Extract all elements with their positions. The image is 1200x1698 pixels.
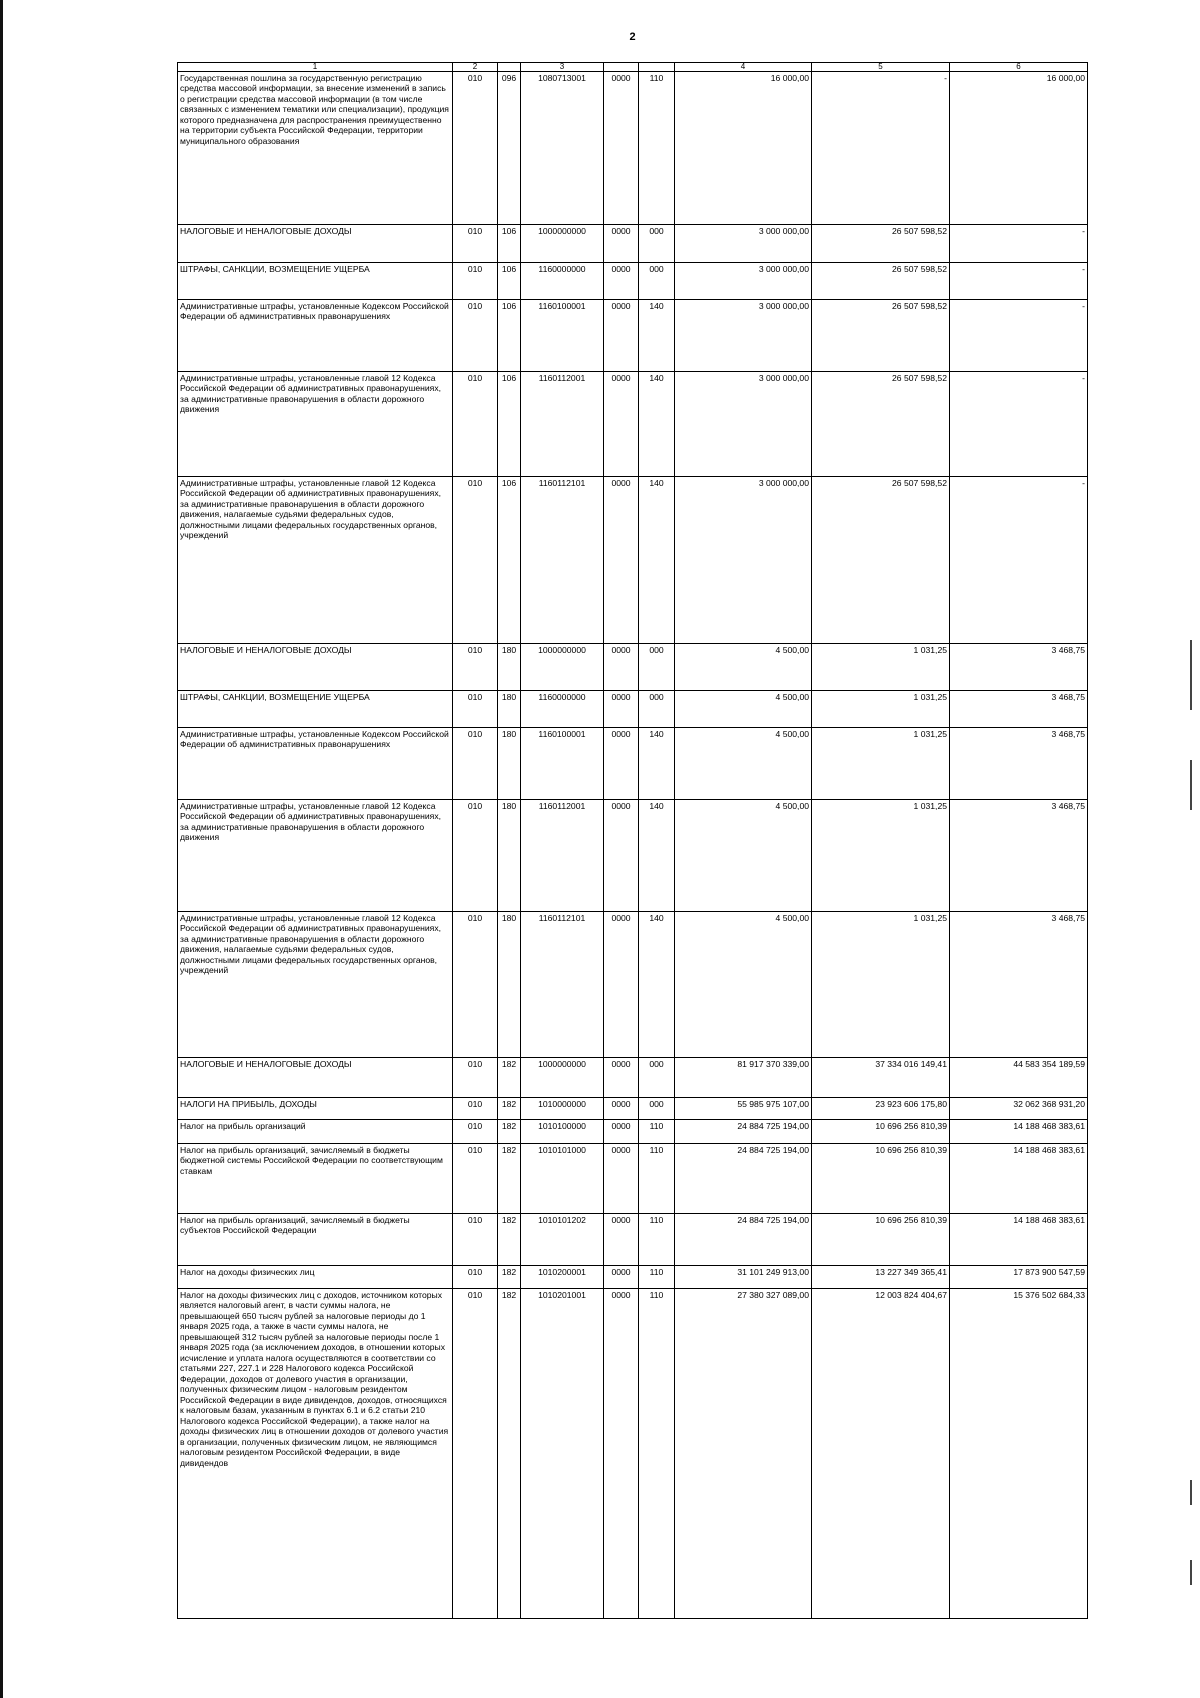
code-kbk: 1160100001 — [521, 728, 604, 800]
code-kosgu: 000 — [639, 1058, 675, 1098]
code-admin: 010 — [453, 1289, 498, 1619]
code-kosgu: 000 — [639, 1098, 675, 1120]
column-number — [604, 63, 639, 72]
code-admin: 010 — [453, 477, 498, 644]
code-kbk: 1160000000 — [521, 263, 604, 300]
row-name: Административные штрафы, установленные главой 12 Кодекса Российской Федерации об административных правонарушениях, за административные правонарушения в области дорожного движения, налагаемые судьями федеральных судов, должностными лицами федеральных государственных органов, учреждений — [178, 912, 453, 1058]
table-row — [178, 263, 1088, 300]
code-kosgu: 140 — [639, 912, 675, 1058]
code-chapter: 182 — [498, 1289, 521, 1619]
column-number — [498, 63, 521, 72]
value-col6: 3 468,75 — [950, 644, 1088, 691]
code-kbk: 1080713001 — [521, 72, 604, 225]
value-col6: - — [950, 372, 1088, 477]
scan-margin-mark — [1190, 760, 1192, 810]
table-row — [178, 1289, 1088, 1619]
code-kosgu: 000 — [639, 691, 675, 728]
code-program: 0000 — [604, 1214, 639, 1266]
value-col6: 3 468,75 — [950, 691, 1088, 728]
row-name: НАЛОГОВЫЕ И НЕНАЛОГОВЫЕ ДОХОДЫ — [178, 225, 453, 263]
value-col6: 14 188 468 383,61 — [950, 1144, 1088, 1214]
value-col5: 23 923 606 175,80 — [812, 1098, 950, 1120]
value-col5: 10 696 256 810,39 — [812, 1214, 950, 1266]
value-col6: - — [950, 300, 1088, 372]
code-chapter: 180 — [498, 912, 521, 1058]
code-admin: 010 — [453, 644, 498, 691]
code-kbk: 1160000000 — [521, 691, 604, 728]
code-admin: 010 — [453, 72, 498, 225]
value-col5: 37 334 016 149,41 — [812, 1058, 950, 1098]
value-col6: 44 583 354 189,59 — [950, 1058, 1088, 1098]
table-row — [178, 372, 1088, 477]
code-chapter: 106 — [498, 372, 521, 477]
code-chapter: 180 — [498, 644, 521, 691]
row-name: Административные штрафы, установленные главой 12 Кодекса Российской Федерации об административных правонарушениях, за административные правонарушения в области дорожного движения — [178, 800, 453, 912]
code-program: 0000 — [604, 1289, 639, 1619]
code-kosgu: 110 — [639, 1289, 675, 1619]
value-col4: 31 101 249 913,00 — [675, 1266, 812, 1289]
code-kosgu: 140 — [639, 477, 675, 644]
code-kosgu: 110 — [639, 1144, 675, 1214]
value-col5: 26 507 598,52 — [812, 225, 950, 263]
column-number: 1 — [178, 63, 453, 72]
code-kbk: 1160112101 — [521, 912, 604, 1058]
value-col5: 1 031,25 — [812, 644, 950, 691]
code-kbk: 1010100000 — [521, 1120, 604, 1144]
value-col4: 4 500,00 — [675, 728, 812, 800]
code-program: 0000 — [604, 1144, 639, 1214]
code-program: 0000 — [604, 728, 639, 800]
value-col5: 1 031,25 — [812, 800, 950, 912]
value-col4: 24 884 725 194,00 — [675, 1144, 812, 1214]
row-name: НАЛОГИ НА ПРИБЫЛЬ, ДОХОДЫ — [178, 1098, 453, 1120]
table-row — [178, 1266, 1088, 1289]
code-program: 0000 — [604, 263, 639, 300]
code-kbk: 1000000000 — [521, 644, 604, 691]
scan-margin-mark — [1190, 1560, 1192, 1585]
row-name: Налог на доходы физических лиц — [178, 1266, 453, 1289]
table-row — [178, 912, 1088, 1058]
column-number: 6 — [950, 63, 1088, 72]
value-col5: 26 507 598,52 — [812, 372, 950, 477]
row-name: Административные штрафы, установленные Кодексом Российской Федерации об административных правонарушениях — [178, 300, 453, 372]
code-chapter: 180 — [498, 728, 521, 800]
column-number: 4 — [675, 63, 812, 72]
row-name: Налог на прибыль организаций — [178, 1120, 453, 1144]
value-col5: 1 031,25 — [812, 728, 950, 800]
table-row — [178, 1058, 1088, 1098]
code-admin: 010 — [453, 1120, 498, 1144]
code-kosgu: 110 — [639, 1266, 675, 1289]
value-col5: - — [812, 72, 950, 225]
code-kosgu: 110 — [639, 1214, 675, 1266]
value-col4: 3 000 000,00 — [675, 225, 812, 263]
value-col6: 16 000,00 — [950, 72, 1088, 225]
code-kosgu: 110 — [639, 72, 675, 225]
value-col6: 14 188 468 383,61 — [950, 1214, 1088, 1266]
code-chapter: 182 — [498, 1144, 521, 1214]
code-kosgu: 000 — [639, 644, 675, 691]
value-col6: - — [950, 225, 1088, 263]
value-col4: 4 500,00 — [675, 800, 812, 912]
value-col6: 3 468,75 — [950, 912, 1088, 1058]
scan-margin-mark — [1190, 640, 1192, 710]
value-col5: 12 003 824 404,67 — [812, 1289, 950, 1619]
row-name: Административные штрафы, установленные главой 12 Кодекса Российской Федерации об административных правонарушениях, за административные правонарушения в области дорожного движения — [178, 372, 453, 477]
code-kosgu: 000 — [639, 263, 675, 300]
code-program: 0000 — [604, 800, 639, 912]
value-col4: 3 000 000,00 — [675, 477, 812, 644]
column-number: 3 — [521, 63, 604, 72]
column-number: 2 — [453, 63, 498, 72]
value-col4: 4 500,00 — [675, 691, 812, 728]
code-chapter: 106 — [498, 225, 521, 263]
code-admin: 010 — [453, 1214, 498, 1266]
value-col4: 55 985 975 107,00 — [675, 1098, 812, 1120]
code-kosgu: 140 — [639, 300, 675, 372]
value-col6: 3 468,75 — [950, 800, 1088, 912]
code-kbk: 1160112001 — [521, 800, 604, 912]
value-col5: 10 696 256 810,39 — [812, 1144, 950, 1214]
code-program: 0000 — [604, 1058, 639, 1098]
code-program: 0000 — [604, 372, 639, 477]
revenue-table — [177, 62, 1088, 1619]
code-admin: 010 — [453, 225, 498, 263]
row-name: ШТРАФЫ, САНКЦИИ, ВОЗМЕЩЕНИЕ УЩЕРБА — [178, 263, 453, 300]
value-col6: 17 873 900 547,59 — [950, 1266, 1088, 1289]
code-program: 0000 — [604, 225, 639, 263]
column-number: 5 — [812, 63, 950, 72]
table-row — [178, 1144, 1088, 1214]
table-row — [178, 1120, 1088, 1144]
table-row — [178, 691, 1088, 728]
value-col6: 14 188 468 383,61 — [950, 1120, 1088, 1144]
value-col4: 24 884 725 194,00 — [675, 1214, 812, 1266]
code-admin: 010 — [453, 1266, 498, 1289]
code-chapter: 106 — [498, 477, 521, 644]
value-col5: 1 031,25 — [812, 912, 950, 1058]
code-kbk: 1010201001 — [521, 1289, 604, 1619]
value-col4: 3 000 000,00 — [675, 300, 812, 372]
code-chapter: 182 — [498, 1058, 521, 1098]
table-row — [178, 477, 1088, 644]
value-col5: 13 227 349 365,41 — [812, 1266, 950, 1289]
code-program: 0000 — [604, 72, 639, 225]
row-name: НАЛОГОВЫЕ И НЕНАЛОГОВЫЕ ДОХОДЫ — [178, 1058, 453, 1098]
code-program: 0000 — [604, 1098, 639, 1120]
value-col6: 32 062 368 931,20 — [950, 1098, 1088, 1120]
code-kbk: 1160112101 — [521, 477, 604, 644]
code-program: 0000 — [604, 300, 639, 372]
row-name: Налог на прибыль организаций, зачисляемый в бюджеты бюджетной системы Российской Федерации по соответствующим ставкам — [178, 1144, 453, 1214]
code-kosgu: 110 — [639, 1120, 675, 1144]
code-kbk: 1010101000 — [521, 1144, 604, 1214]
code-admin: 010 — [453, 1058, 498, 1098]
row-name: НАЛОГОВЫЕ И НЕНАЛОГОВЫЕ ДОХОДЫ — [178, 644, 453, 691]
code-kbk: 1160100001 — [521, 300, 604, 372]
code-kbk: 1160112001 — [521, 372, 604, 477]
scan-margin-mark — [1190, 1480, 1192, 1505]
code-program: 0000 — [604, 691, 639, 728]
value-col4: 27 380 327 089,00 — [675, 1289, 812, 1619]
row-name: Налог на прибыль организаций, зачисляемый в бюджеты субъектов Российской Федерации — [178, 1214, 453, 1266]
table-row — [178, 225, 1088, 263]
value-col5: 26 507 598,52 — [812, 477, 950, 644]
code-admin: 010 — [453, 912, 498, 1058]
table-row — [178, 800, 1088, 912]
value-col4: 3 000 000,00 — [675, 372, 812, 477]
code-chapter: 106 — [498, 263, 521, 300]
code-admin: 010 — [453, 728, 498, 800]
row-name: Государственная пошлина за государственную регистрацию средства массовой информации, за внесение изменений в запись о регистрации средства массовой информации (в том числе связанных с изменением тематики или специализации), продукция которого предназначена для распространения преимущественно на территории субъекта Российской Федерации, территории муниципального образования — [178, 72, 453, 225]
table-row — [178, 300, 1088, 372]
value-col6: 15 376 502 684,33 — [950, 1289, 1088, 1619]
code-kbk: 1010200001 — [521, 1266, 604, 1289]
value-col4: 4 500,00 — [675, 644, 812, 691]
value-col4: 3 000 000,00 — [675, 263, 812, 300]
code-kbk: 1000000000 — [521, 225, 604, 263]
scan-border — [0, 0, 3, 1698]
code-program: 0000 — [604, 644, 639, 691]
table-row — [178, 1098, 1088, 1120]
code-chapter: 182 — [498, 1120, 521, 1144]
table-row — [178, 72, 1088, 225]
code-kosgu: 140 — [639, 728, 675, 800]
code-chapter: 180 — [498, 800, 521, 912]
code-program: 0000 — [604, 912, 639, 1058]
page-number: 2 — [629, 31, 636, 43]
code-kbk: 1010101202 — [521, 1214, 604, 1266]
value-col5: 10 696 256 810,39 — [812, 1120, 950, 1144]
code-program: 0000 — [604, 477, 639, 644]
code-program: 0000 — [604, 1266, 639, 1289]
table-row — [178, 1214, 1088, 1266]
code-admin: 010 — [453, 300, 498, 372]
row-name: ШТРАФЫ, САНКЦИИ, ВОЗМЕЩЕНИЕ УЩЕРБА — [178, 691, 453, 728]
code-chapter: 180 — [498, 691, 521, 728]
code-program: 0000 — [604, 1120, 639, 1144]
code-chapter: 106 — [498, 300, 521, 372]
row-name: Административные штрафы, установленные главой 12 Кодекса Российской Федерации об административных правонарушениях, за административные правонарушения в области дорожного движения, налагаемые судьями федеральных судов, должностными лицами федеральных государственных органов, учреждений — [178, 477, 453, 644]
code-chapter: 182 — [498, 1098, 521, 1120]
code-admin: 010 — [453, 1098, 498, 1120]
table-row — [178, 644, 1088, 691]
value-col4: 4 500,00 — [675, 912, 812, 1058]
code-admin: 010 — [453, 263, 498, 300]
code-kosgu: 140 — [639, 372, 675, 477]
code-admin: 010 — [453, 691, 498, 728]
code-admin: 010 — [453, 800, 498, 912]
table-row — [178, 728, 1088, 800]
code-chapter: 182 — [498, 1214, 521, 1266]
code-admin: 010 — [453, 372, 498, 477]
value-col5: 26 507 598,52 — [812, 300, 950, 372]
code-admin: 010 — [453, 1144, 498, 1214]
value-col6: 3 468,75 — [950, 728, 1088, 800]
value-col6: - — [950, 477, 1088, 644]
value-col4: 81 917 370 339,00 — [675, 1058, 812, 1098]
code-chapter: 096 — [498, 72, 521, 225]
column-number-row — [178, 63, 1088, 72]
code-kosgu: 000 — [639, 225, 675, 263]
value-col4: 16 000,00 — [675, 72, 812, 225]
row-name: Административные штрафы, установленные Кодексом Российской Федерации об административных правонарушениях — [178, 728, 453, 800]
column-number — [639, 63, 675, 72]
code-chapter: 182 — [498, 1266, 521, 1289]
code-kbk: 1010000000 — [521, 1098, 604, 1120]
value-col5: 1 031,25 — [812, 691, 950, 728]
value-col4: 24 884 725 194,00 — [675, 1120, 812, 1144]
value-col6: - — [950, 263, 1088, 300]
value-col5: 26 507 598,52 — [812, 263, 950, 300]
code-kosgu: 140 — [639, 800, 675, 912]
row-name: Налог на доходы физических лиц с доходов, источником которых является налоговый агент, в части суммы налога, не превышающей 650 тысяч рублей за налоговые периоды до 1 января 2025 года, а также в части суммы налога, не превышающей 312 тысяч рублей за налоговые периоды после 1 января 2025 года (за исключением доходов, в отношении которых исчисление и уплата налога осуществляются в соответствии со статьями 227, 227.1 и 228 Налогового кодекса Российской Федерации, доходов от долевого участия в организации, полученных физическим лицом - налоговым резидентом Российской Федерации в виде дивидендов, доходов, относящихся к налоговым базам, указанным в пунктах 6.1 и 6.2 статьи 210 Налогового кодекса Российской Федерации), а также налог на доходы физических лиц в отношении доходов от долевого участия в организации, полученных физическим лицом, не являющимся налоговым резидентом Российской Федерации, в виде дивидендов — [178, 1289, 453, 1619]
code-kbk: 1000000000 — [521, 1058, 604, 1098]
